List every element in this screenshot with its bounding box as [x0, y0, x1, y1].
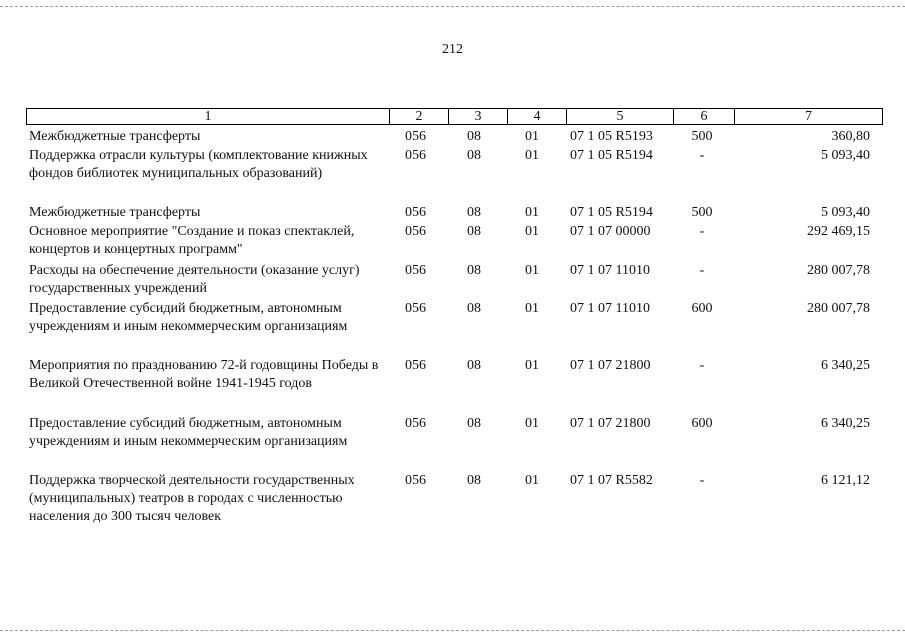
row-col-5: 07 1 05 R5194 — [570, 205, 653, 220]
row-name: Расходы на обеспечение деятельности (оказание услуг) государственных учреждений — [29, 263, 360, 296]
row-col-4: 01 — [525, 301, 539, 316]
row-col-7: 6 121,12 — [821, 473, 870, 488]
row-name: Основное мероприятие "Создание и показ спектаклей, концертов и концертных программ" — [29, 224, 355, 257]
row-col-4: 01 — [525, 129, 539, 144]
row-col-6: - — [699, 148, 705, 163]
row-col-2: 056 — [405, 416, 426, 431]
row-col-7: 5 093,40 — [821, 205, 870, 220]
row-col-5: 07 1 07 00000 — [570, 224, 651, 239]
row-col-3: 08 — [467, 301, 481, 316]
row-col-2: 056 — [405, 358, 426, 373]
header-col-2: 2 — [390, 109, 449, 125]
row-col-2: 056 — [405, 473, 426, 488]
row-col-3: 08 — [467, 263, 481, 278]
row-col-4: 01 — [525, 473, 539, 488]
scan-edge-top — [0, 6, 905, 7]
row-col-4: 01 — [525, 205, 539, 220]
column-header-table — [26, 108, 883, 125]
row-name: Поддержка творческой деятельности государственных (муниципальных) театров в городах с численностью населения до 300 тысяч человек — [29, 473, 355, 524]
row-col-7: 6 340,25 — [821, 416, 870, 431]
row-name: Межбюджетные трансферты — [29, 129, 201, 144]
row-col-4: 01 — [525, 148, 539, 163]
row-col-3: 08 — [467, 148, 481, 163]
row-col-6: 500 — [691, 129, 713, 144]
row-col-3: 08 — [467, 129, 481, 144]
row-col-2: 056 — [405, 129, 426, 144]
row-col-2: 056 — [405, 148, 426, 163]
row-col-6: 600 — [691, 301, 713, 316]
row-name: Поддержка отрасли культуры (комплектование книжных фондов библиотек муниципальных образований) — [29, 148, 368, 181]
row-col-4: 01 — [525, 358, 539, 373]
header-col-6: 6 — [674, 109, 735, 125]
row-col-6: - — [699, 473, 705, 488]
row-col-5: 07 1 05 R5194 — [570, 148, 653, 163]
header-col-5: 5 — [567, 109, 674, 125]
row-col-6: - — [699, 263, 705, 278]
row-col-3: 08 — [467, 224, 481, 239]
row-col-2: 056 — [405, 224, 426, 239]
row-col-2: 056 — [405, 263, 426, 278]
row-col-5: 07 1 07 11010 — [570, 263, 650, 278]
row-col-7: 6 340,25 — [821, 358, 870, 373]
row-col-4: 01 — [525, 416, 539, 431]
row-col-3: 08 — [467, 473, 481, 488]
page-number: 212 — [442, 42, 463, 57]
row-name: Межбюджетные трансферты — [29, 205, 201, 220]
row-col-2: 056 — [405, 205, 426, 220]
row-col-5: 07 1 07 21800 — [570, 416, 651, 431]
row-col-5: 07 1 07 21800 — [570, 358, 651, 373]
row-col-3: 08 — [467, 358, 481, 373]
row-col-7: 280 007,78 — [807, 263, 870, 278]
row-col-6: 500 — [691, 205, 713, 220]
row-name: Предоставление субсидий бюджетным, автономным учреждениям и иным некоммерческим организациям — [29, 301, 348, 334]
row-col-4: 01 — [525, 263, 539, 278]
header-col-1: 1 — [27, 109, 390, 125]
header-col-4: 4 — [508, 109, 567, 125]
row-col-5: 07 1 07 R5582 — [570, 473, 653, 488]
scan-edge-bottom — [0, 630, 905, 631]
row-col-6: - — [699, 224, 705, 239]
row-name: Предоставление субсидий бюджетным, автономным учреждениям и иным некоммерческим организациям — [29, 416, 348, 449]
row-col-7: 5 093,40 — [821, 148, 870, 163]
row-col-3: 08 — [467, 205, 481, 220]
row-col-5: 07 1 07 11010 — [570, 301, 650, 316]
row-col-5: 07 1 05 R5193 — [570, 129, 653, 144]
header-col-3: 3 — [449, 109, 508, 125]
row-col-3: 08 — [467, 416, 481, 431]
row-name: Мероприятия по празднованию 72-й годовщины Победы в Великой Отечественной войне 1941-1945 годов — [29, 358, 379, 391]
row-col-7: 292 469,15 — [807, 224, 870, 239]
row-col-6: 600 — [691, 416, 713, 431]
row-col-6: - — [699, 358, 705, 373]
header-col-7: 7 — [735, 109, 883, 125]
row-col-2: 056 — [405, 301, 426, 316]
row-col-7: 280 007,78 — [807, 301, 870, 316]
row-col-7: 360,80 — [831, 129, 870, 144]
row-col-4: 01 — [525, 224, 539, 239]
